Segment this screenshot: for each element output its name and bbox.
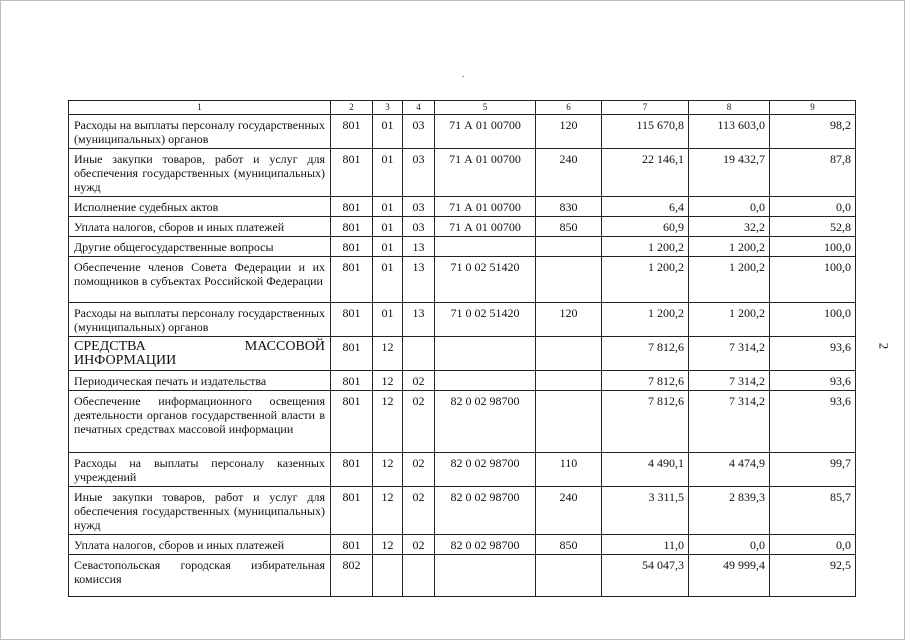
cell-col3: 01 <box>373 197 403 217</box>
cell-description: Расходы на выплаты персоналу казенных учреждений <box>69 453 331 487</box>
cell-col5: 71 0 02 51420 <box>435 257 536 303</box>
cell-col5 <box>435 237 536 257</box>
cell-col9: 99,7 <box>770 453 856 487</box>
cell-col5: 71 0 02 51420 <box>435 303 536 337</box>
cell-col4: 02 <box>403 371 435 391</box>
cell-col2: 801 <box>331 237 373 257</box>
cell-col4: 02 <box>403 487 435 535</box>
cell-col4: 03 <box>403 115 435 149</box>
cell-col6 <box>536 391 602 453</box>
cell-col7: 7 812,6 <box>602 371 689 391</box>
cell-col2: 801 <box>331 535 373 555</box>
cell-col9: 100,0 <box>770 303 856 337</box>
cell-col6: 110 <box>536 453 602 487</box>
cell-col3: 01 <box>373 217 403 237</box>
cell-description: Исполнение судебных актов <box>69 197 331 217</box>
cell-col5 <box>435 371 536 391</box>
cell-col5: 71 А 01 00700 <box>435 115 536 149</box>
cell-col3: 01 <box>373 257 403 303</box>
cell-col2: 801 <box>331 115 373 149</box>
cell-col7: 22 146,1 <box>602 149 689 197</box>
header-cell: 8 <box>689 101 770 115</box>
cell-col9: 93,6 <box>770 337 856 371</box>
cell-col5: 82 0 02 98700 <box>435 535 536 555</box>
scan-speck <box>462 76 464 77</box>
cell-col9: 87,8 <box>770 149 856 197</box>
cell-col5: 71 А 01 00700 <box>435 217 536 237</box>
cell-col5: 71 А 01 00700 <box>435 149 536 197</box>
table-row <box>69 115 856 149</box>
cell-col4: 13 <box>403 303 435 337</box>
budget-table <box>68 100 856 597</box>
cell-description: Обеспечение членов Совета Федерации и их помощников в субъектах Российской Федерации <box>69 257 331 303</box>
cell-col9: 85,7 <box>770 487 856 535</box>
cell-col4: 13 <box>403 257 435 303</box>
cell-col2: 801 <box>331 257 373 303</box>
cell-col6 <box>536 555 602 597</box>
cell-description: Уплата налогов, сборов и иных платежей <box>69 217 331 237</box>
cell-col2: 801 <box>331 149 373 197</box>
table-row <box>69 257 856 303</box>
cell-col5 <box>435 337 536 371</box>
cell-col2: 801 <box>331 217 373 237</box>
table-row <box>69 453 856 487</box>
cell-description: Расходы на выплаты персоналу государственных (муниципальных) органов <box>69 303 331 337</box>
page-number: 2 <box>876 342 892 350</box>
cell-col8: 49 999,4 <box>689 555 770 597</box>
cell-col4: 03 <box>403 197 435 217</box>
cell-col7: 4 490,1 <box>602 453 689 487</box>
cell-col8: 7 314,2 <box>689 391 770 453</box>
cell-col8: 1 200,2 <box>689 257 770 303</box>
cell-col7: 6,4 <box>602 197 689 217</box>
header-cell: 9 <box>770 101 856 115</box>
table-row <box>69 303 856 337</box>
table-row <box>69 487 856 535</box>
header-cell: 4 <box>403 101 435 115</box>
cell-col3 <box>373 555 403 597</box>
table-row <box>69 217 856 237</box>
cell-col2: 801 <box>331 337 373 371</box>
cell-description: Расходы на выплаты персоналу государственных (муниципальных) органов <box>69 115 331 149</box>
cell-col8: 4 474,9 <box>689 453 770 487</box>
cell-col8: 1 200,2 <box>689 237 770 257</box>
header-cell: 5 <box>435 101 536 115</box>
cell-col7: 1 200,2 <box>602 257 689 303</box>
cell-col3: 01 <box>373 303 403 337</box>
header-cell: 3 <box>373 101 403 115</box>
header-cell: 7 <box>602 101 689 115</box>
cell-col5: 71 А 01 00700 <box>435 197 536 217</box>
table-body <box>69 115 856 597</box>
cell-col4: 02 <box>403 453 435 487</box>
cell-col7: 7 812,6 <box>602 391 689 453</box>
cell-col8: 7 314,2 <box>689 337 770 371</box>
cell-col9: 98,2 <box>770 115 856 149</box>
cell-col9: 93,6 <box>770 391 856 453</box>
cell-col3: 12 <box>373 487 403 535</box>
cell-col7: 3 311,5 <box>602 487 689 535</box>
cell-col5 <box>435 555 536 597</box>
cell-col6 <box>536 371 602 391</box>
cell-col6: 850 <box>536 217 602 237</box>
header-cell: 2 <box>331 101 373 115</box>
cell-col6: 240 <box>536 487 602 535</box>
cell-col9: 100,0 <box>770 257 856 303</box>
cell-col7: 115 670,8 <box>602 115 689 149</box>
cell-col8: 0,0 <box>689 197 770 217</box>
cell-col7: 11,0 <box>602 535 689 555</box>
cell-col5: 82 0 02 98700 <box>435 453 536 487</box>
table-row <box>69 555 856 597</box>
cell-col9: 93,6 <box>770 371 856 391</box>
cell-col4 <box>403 337 435 371</box>
cell-col3: 12 <box>373 535 403 555</box>
cell-col9: 0,0 <box>770 197 856 217</box>
cell-col3: 12 <box>373 391 403 453</box>
cell-col7: 1 200,2 <box>602 237 689 257</box>
cell-col3: 12 <box>373 453 403 487</box>
cell-col8: 2 839,3 <box>689 487 770 535</box>
table-row <box>69 197 856 217</box>
cell-col4: 02 <box>403 391 435 453</box>
cell-col8: 113 603,0 <box>689 115 770 149</box>
cell-col8: 0,0 <box>689 535 770 555</box>
cell-col3: 12 <box>373 371 403 391</box>
table-row <box>69 149 856 197</box>
cell-description: Обеспечение информационного освещения деятельности органов государственной власти в печатных средствах массовой информации <box>69 391 331 453</box>
cell-description: Уплата налогов, сборов и иных платежей <box>69 535 331 555</box>
cell-col6: 850 <box>536 535 602 555</box>
cell-col3: 12 <box>373 337 403 371</box>
cell-description: Другие общегосударственные вопросы <box>69 237 331 257</box>
cell-col3: 01 <box>373 237 403 257</box>
cell-description: Периодическая печать и издательства <box>69 371 331 391</box>
cell-col7: 7 812,6 <box>602 337 689 371</box>
cell-col2: 801 <box>331 453 373 487</box>
cell-col8: 19 432,7 <box>689 149 770 197</box>
table-header-row <box>69 101 856 115</box>
cell-col2: 802 <box>331 555 373 597</box>
cell-description: Иные закупки товаров, работ и услуг для обеспечения государственных (муниципальных) нужд <box>69 487 331 535</box>
cell-col6: 240 <box>536 149 602 197</box>
cell-col5: 82 0 02 98700 <box>435 391 536 453</box>
cell-col4: 03 <box>403 149 435 197</box>
cell-col7: 60,9 <box>602 217 689 237</box>
cell-col8: 7 314,2 <box>689 371 770 391</box>
cell-col8: 1 200,2 <box>689 303 770 337</box>
cell-col9: 100,0 <box>770 237 856 257</box>
cell-col3: 01 <box>373 115 403 149</box>
cell-col6 <box>536 237 602 257</box>
cell-col9: 0,0 <box>770 535 856 555</box>
cell-col6: 120 <box>536 303 602 337</box>
cell-col8: 32,2 <box>689 217 770 237</box>
cell-col6: 120 <box>536 115 602 149</box>
table-row <box>69 237 856 257</box>
header-cell: 6 <box>536 101 602 115</box>
cell-col2: 801 <box>331 303 373 337</box>
table-row <box>69 535 856 555</box>
cell-col5: 82 0 02 98700 <box>435 487 536 535</box>
header-cell: 1 <box>69 101 331 115</box>
cell-col4 <box>403 555 435 597</box>
cell-col9: 92,5 <box>770 555 856 597</box>
cell-col6 <box>536 337 602 371</box>
cell-col7: 54 047,3 <box>602 555 689 597</box>
cell-col4: 03 <box>403 217 435 237</box>
cell-description: Иные закупки товаров, работ и услуг для обеспечения государственных (муниципальных) нужд <box>69 149 331 197</box>
cell-col3: 01 <box>373 149 403 197</box>
table-row <box>69 371 856 391</box>
table-row <box>69 391 856 453</box>
cell-col6: 830 <box>536 197 602 217</box>
cell-col2: 801 <box>331 391 373 453</box>
cell-col7: 1 200,2 <box>602 303 689 337</box>
cell-description: СРЕДСТВА МАССОВОЙ ИНФОРМАЦИИ <box>69 337 331 371</box>
cell-col2: 801 <box>331 371 373 391</box>
cell-col4: 13 <box>403 237 435 257</box>
cell-col4: 02 <box>403 535 435 555</box>
table-row <box>69 337 856 371</box>
cell-col6 <box>536 257 602 303</box>
cell-col2: 801 <box>331 487 373 535</box>
cell-description: Севастопольская городская избирательная комиссия <box>69 555 331 597</box>
cell-col2: 801 <box>331 197 373 217</box>
cell-col9: 52,8 <box>770 217 856 237</box>
